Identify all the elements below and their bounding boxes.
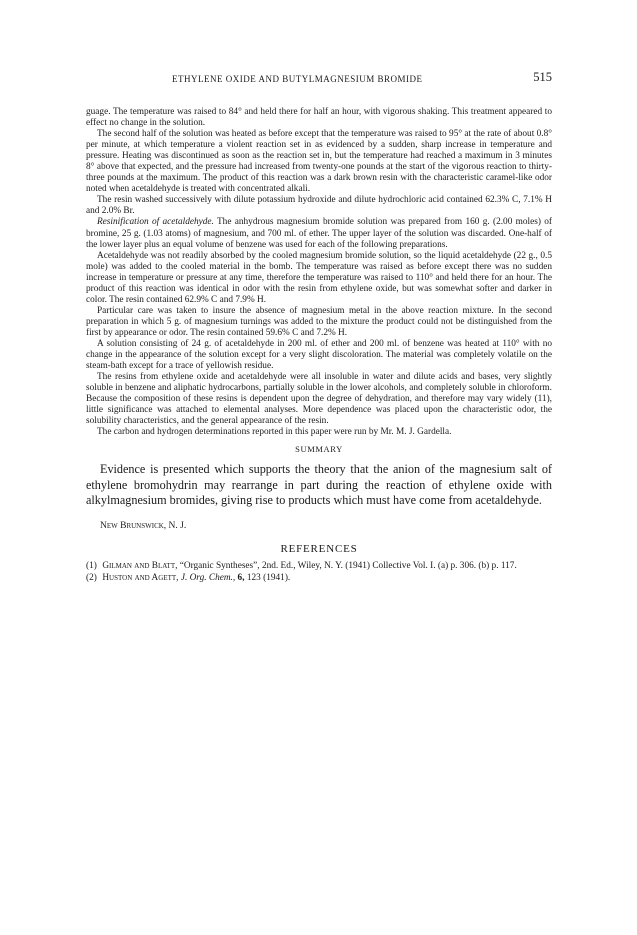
reference-volume: 6,: [237, 572, 245, 583]
body-paragraph: guage. The temperature was raised to 84° and held there for half an hour, with vigorous shaking. This treatment appeared to effect no change in the solution.: [86, 107, 552, 129]
page-number: 515: [533, 70, 552, 84]
reference-authors: Huston and Agett,: [102, 572, 179, 583]
resinification-text: The anhydrous magnesium bromide solution was prepared from 160 g. (2.00 moles) of bromine, 25 g. (1.03 atoms) of magnesium, and 700 ml. of ether. The upper layer of the solution was discarded. One-half of the lower layer plus an equal volume of benzene was used for each of the following preparations.: [86, 217, 553, 250]
body-paragraph: Particular care was taken to insure the absence of magnesium metal in the above reaction mixture. In the second preparation in which 5 g. of magnesium turnings was added to the mixture the product could not be distinguished from the first by appearance or odor. The resin contained 59.6% C and 7.2% H.: [86, 305, 552, 338]
reference-authors: Gilman and Blatt,: [102, 560, 178, 571]
reference-text: 123 (1941).: [246, 572, 291, 583]
page-header: [86, 70, 552, 90]
body-paragraph: The resins from ethylene oxide and acetaldehyde were all insoluble in water and dilute acids and bases, very slightly soluble in benzene and aliphatic hydrocarbons, partially soluble in the lower alcohols, and completely soluble in chloroform. Because the composition of these resins is dependent upon the degree of dehydration, and therefore may vary widely (11), little significance was attached to elemental analyses. More dependence was placed upon the characteristic odor, the solubility characteristics, and the general appearance of the resin.: [86, 372, 552, 427]
reference-number: (1): [86, 560, 97, 571]
reference-number: (2): [86, 572, 97, 583]
body-paragraph: Acetaldehyde was not readily absorbed by the cooled magnesium bromide solution, so the liquid acetaldehyde (22 g., 0.5 mole) was added to the cooled material in the bomb. The temperature was raised as before except there was no sudden increase in temperature or pressure at any time, therefore the temperature was raised to 110° and held there for an hour. The product of this reaction was identical in odor with the resin from ethylene oxide, but was somewhat softer and darker in color. The resin contained 62.9% C and 7.9% H.: [86, 250, 552, 305]
references-heading: REFERENCES: [280, 542, 358, 555]
reference-item: [86, 561, 552, 572]
summary-text: Evidence is presented which supports the theory that the anion of the magnesium salt of ethylene bromohydrin may rearrange in part during the reaction of ethylene oxide with alkylmagnesium bromides, giving rise to products which must have come from acetaldehyde.: [86, 462, 552, 508]
body-paragraph: A solution consisting of 24 g. of acetaldehyde in 200 ml. of ether and 200 ml. of benzene was heated at 110° with no change in the appearance of the solution except for a very slight discoloration. The material was completely volatile on the steam-bath except for a trace of yellowish residue.: [86, 338, 552, 372]
body-paragraph: The second half of the solution was heated as before except that the temperature was raised to 95° at the rate of about 0.8° per minute, at which temperature a violent reaction set in as evidenced by a sudden, sharp increase in temperature and pressure. Heating was discontinued as soon as the reaction set in, but the temperature had reached a maximum in 3 minutes 8° above that expected, and the pressure had increased from twenty-one pounds at the start of the vigorous reaction to thirty-three pounds at the maximum. The product of this reaction was a dark brown resin with the characteristic caramel-like odor noted when acetaldehyde is treated with concentrated alkali.: [86, 129, 552, 195]
resinification-heading: Resinification of acetaldehyde.: [97, 217, 214, 228]
article-body: [86, 107, 552, 438]
summary-heading: SUMMARY: [295, 444, 343, 455]
running-title: ETHYLENE OXIDE AND BUTYLMAGNESIUM BROMIDE: [172, 74, 423, 84]
journal-page: [86, 70, 552, 585]
reference-item: [86, 573, 552, 584]
affiliation: New Brunswick, N. J.: [100, 520, 187, 531]
body-paragraph: The resin washed successively with dilute potassium hydroxide and dilute hydrochloric acid contained 62.3% C, 7.1% H and 2.0% Br.: [86, 195, 552, 217]
body-paragraph: The carbon and hydrogen determinations reported in this paper were run by Mr. M. J. Gardella.: [97, 427, 452, 438]
resinification-paragraph: [86, 217, 552, 250]
reference-text: “Organic Syntheses”, 2nd. Ed., Wiley, N. Y. (1941) Collective Vol. I. (a) p. 306. (b) p. 117.: [179, 560, 517, 571]
reference-journal: J. Org. Chem.,: [180, 572, 236, 583]
